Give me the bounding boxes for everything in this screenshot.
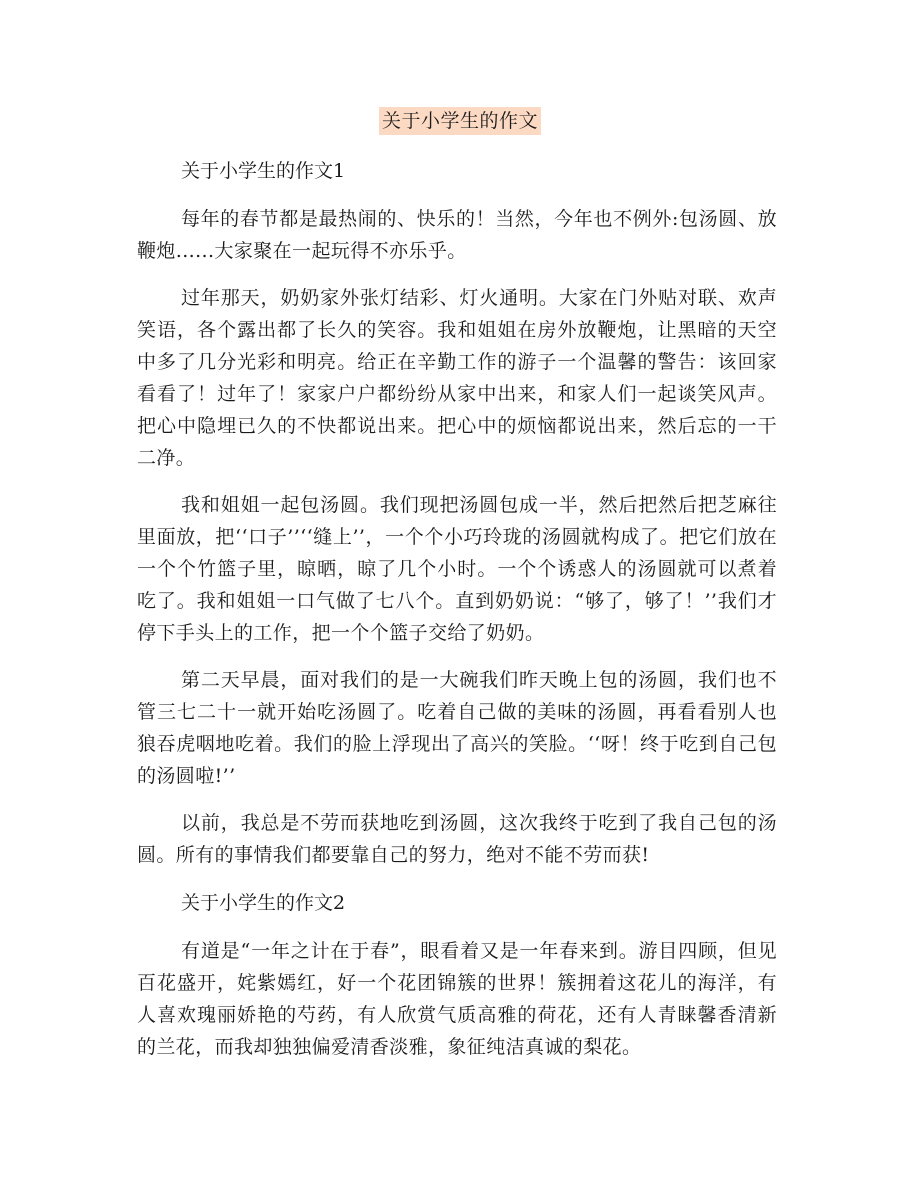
paragraph: 我和姐姐一起包汤圆。我们现把汤圆包成一半，然后把然后把芝麻往里面放，把‘‘口子’’‘‘缝上’’，一个个小巧玲珑的汤圆就构成了。把它们放在一个个竹篮子里，晾晒，晾了几个小时。一个个诱惑人的汤圆就可以煮着吃了。我和姐姐一口气做了七八个。直到奶奶说：“够了，够了！’’我们才停下手头上的工作，把一个个篮子交给了奶奶。: [137, 494, 777, 644]
document-title: 关于小学生的作文: [379, 107, 541, 135]
paragraph: 以前，我总是不劳而获地吃到汤圆，这次我终于吃到了我自己包的汤圆。所有的事情我们都要靠自己的努力，绝对不能不劳而获!: [137, 812, 777, 866]
section-heading: 关于小学生的作文2: [181, 892, 346, 914]
paragraph: 有道是“一年之计在于春”，眼看着又是一年春来到。游目四顾，但见百花盛开，姹紫嫣红，好一个花团锦簇的世界！簇拥着这花儿的海洋，有人喜欢瑰丽娇艳的芍药，有人欣赏气质高雅的荷花，还有人青睐馨香清新的兰花，而我却独独偏爱清香淡雅，象征纯洁真诚的梨花。: [137, 940, 777, 1058]
document-body: [137, 155, 777, 1063]
paragraph: 过年那天，奶奶家外张灯结彩、灯火通明。大家在门外贴对联、欢声笑语，各个露出都了长久的笑容。我和姐姐在房外放鞭炮，让黑暗的天空中多了几分光彩和明亮。给正在辛勤工作的游子一个温馨的警告：该回家看看了！过年了！家家户户都纷纷从家中出来，和家人们一起谈笑风声。把心中隐埋已久的不快都说出来。把心中的烦恼都说出来，然后忘的一干二净。: [137, 287, 777, 469]
title-container: [0, 107, 920, 135]
section-heading: 关于小学生的作文1: [181, 160, 346, 182]
paragraph: 每年的春节都是最热闹的、快乐的！当然，今年也不例外:包汤圆、放鞭炮......大家聚在一起玩得不亦乐乎。: [137, 208, 777, 262]
paragraph: 第二天早晨，面对我们的是一大碗我们昨天晚上包的汤圆，我们也不管三七二十一就开始吃汤圆了。吃着自己做的美味的汤圆，再看看别人也狼吞虎咽地吃着。我们的脸上浮现出了高兴的笑脸。‘‘呀！终于吃到自己包的汤圆啦!’’: [137, 669, 777, 787]
